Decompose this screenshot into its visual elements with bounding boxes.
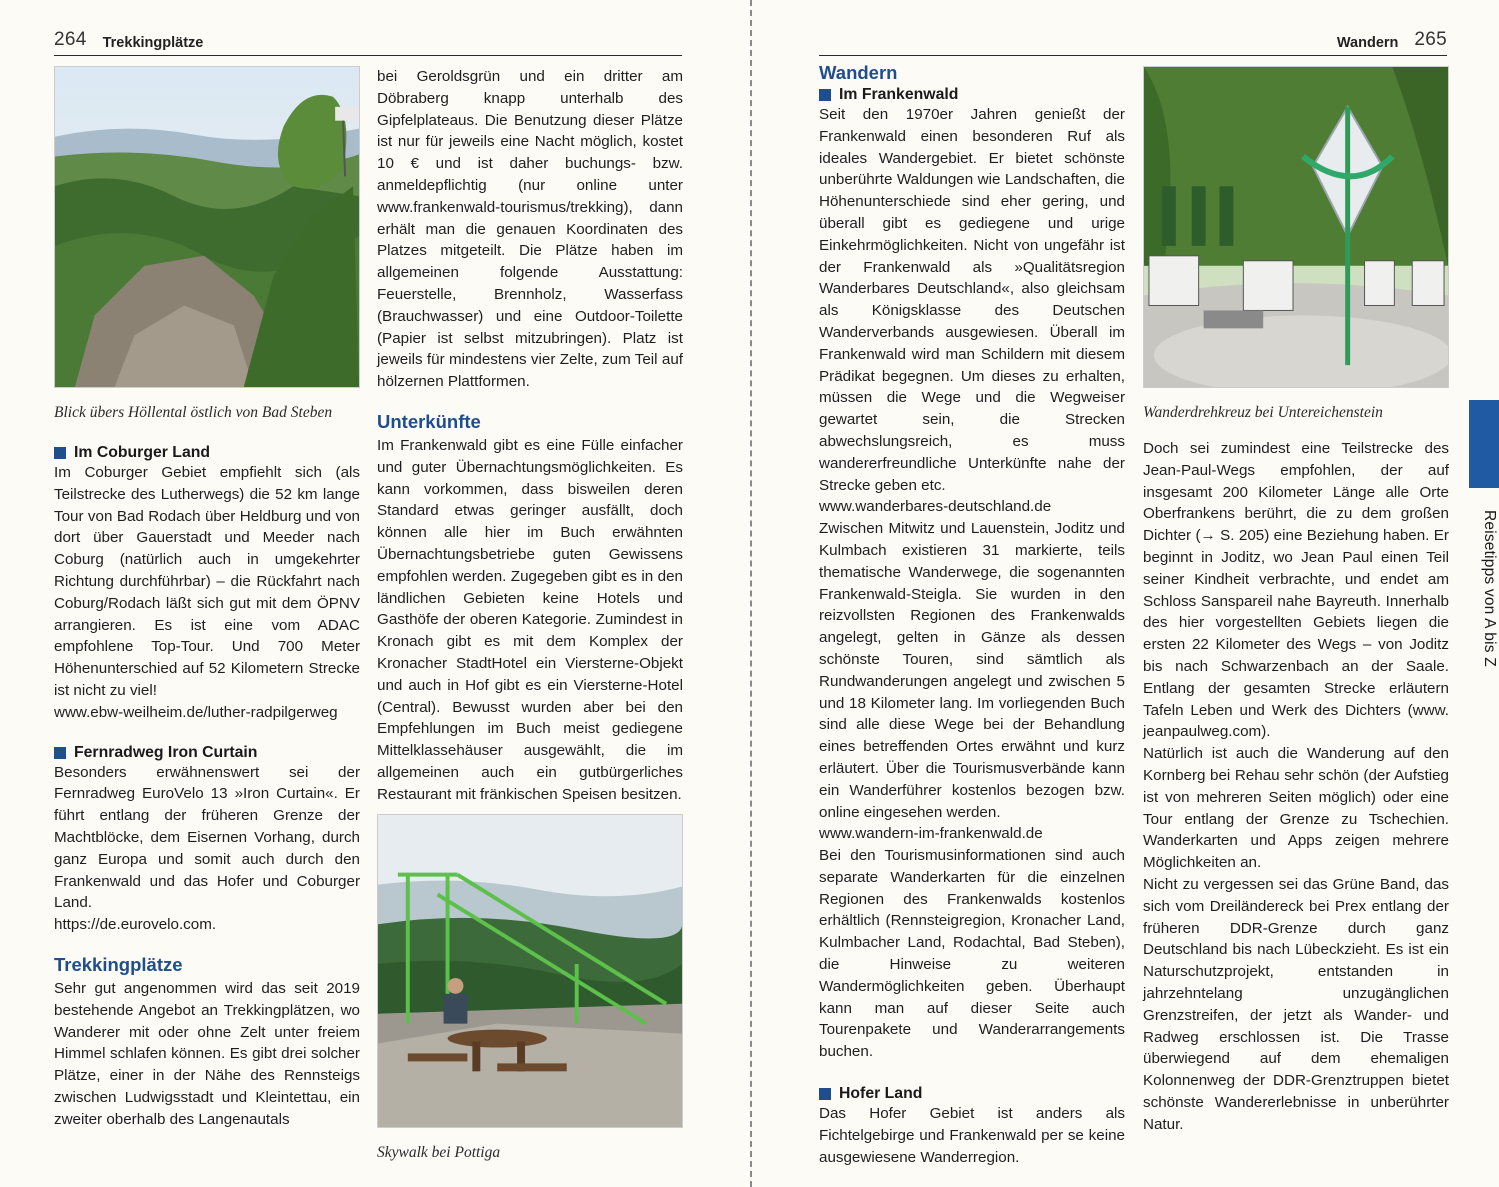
page-number: 264 <box>54 29 87 50</box>
subheading-hofer-land <box>819 1085 1125 1103</box>
right-page <box>751 0 1499 1187</box>
url-link[interactable]: www.wandern-im-frankenwald.de <box>819 825 1043 843</box>
paragraph: Seit den 1970er Jahren genießt der Frankenwald einen besonderen Ruf als ideales Wandergebiet. Er bietet schönste unberührte Waldungen wie Landschaften, die Höhenunterschiede sind eher gering, und überall gibt es gediegene und urige Einkehrmöglichkeiten. Nicht von ungefähr ist der Frankenwald als »Qualitätsregion Wanderbares Deutschland«, also gleichsam als Königsklasse des Deutschen Wanderverbands ausgewiesen. Überall im Frankenwald wird man Schildern mit diesem Prädikat begegnen. Um dieses zu erhalten, müssen die Wege und die Wegweiser gewartet sein, die Strecken abwechslungsreich, es muss wandererfreundliche Unterkünfte nahe der Strecke geben etc. <box>819 106 1125 494</box>
photo-hoellental <box>54 66 360 388</box>
running-title: Wandern <box>1336 35 1399 51</box>
thumb-index-tab <box>1469 400 1499 488</box>
photo-wanderdrehkreuz <box>1143 66 1449 388</box>
paragraph: Nicht zu vergessen sei das Grüne Band, das sich vom Dreiländereck bei Prex entlang der früheren DDR-Grenze durch ganz Deutschland bis nach Lübeckzieht. Es ist ein Naturschutzprojekt, entstanden in jahrzehntelang unzugänglichen Grenzstreifen, der jetzt als Wander- und Radweg erschlossen ist. Die Trasse überwiegend auf dem ehemaligen Kolonnenweg der DDR-Grenztruppen bietet schönste Wandererlebnisse in unberührter Natur. <box>1143 875 1449 1133</box>
paragraph: Doch sei zumindest eine Teilstrecke des Jean-Paul-Wegs empfohlen, der auf insgesamt 200 Kilometer Länge alle Orte Oberfrankens berührt, die zu dem großen Dichter (→ S. 205) eine Beziehung haben. Er beginnt in Joditz, wo Jean Paul einen Teil seiner Kindheit verbrachte, und endet am Schloss Sanspareil nahe Bayreuth. Innerhalb des hier vorgestellten Gebiets liegen die ersten 22 Kilometer des Wegs – von Joditz bis nach Schwarzenbach an der Saale. Entlang der gesamten Strecke erläutern Tafeln Leben und Werk des Dichters (www. jeanpaulweg.com). <box>1143 440 1449 741</box>
photo-caption: Blick übers Höllental östlich von Bad Steben <box>54 404 333 421</box>
paragraph: Das Hofer Gebiet ist anders als Fichtelgebirge und Frankenwald per se keine ausgewiesene Wanderregion. <box>819 1105 1125 1166</box>
subheading-text: Hofer Land <box>839 1085 923 1103</box>
url-link[interactable]: https://de.eurovelo.com. <box>54 916 217 934</box>
paragraph: Im Coburger Gebiet empfiehlt sich (als Teilstrecke des Lutherwegs) die 52 km lange Tour von Bad Rodach über Heldburg und von dort über Gauerstadt und Meeder nach Coburg (natürlich auch in umgekehrter Richtung durchführbar) – die Rückfahrt nach Coburg/Rodach läßt sich gut mit dem ÖPNV arrangieren. Es ist eine vom ADAC empfohlene Top-Tour. Und 700 Meter Höhenunterschied auf 52 Kilometern Strecke ist nicht zu viel! <box>54 464 360 699</box>
photo-caption: Wanderdrehkreuz bei Untereichenstein <box>1143 404 1383 421</box>
photo-skywalk <box>377 814 683 1128</box>
paragraph: Sehr gut angenommen wird das seit 2019 bestehende Angebot an Trekkingplätzen, wo Wanderer mit oder ohne Zelt unter freiem Himmel schlafen können. Es gibt drei solcher Plätze, einer in der Nähe des Rennsteigs zwischen Ludwigsstadt und Kleintettau, ein zweiter oberhalb des Langenautals <box>54 979 360 1128</box>
paragraph: bei Geroldsgrün und ein dritter am Döbraberg knapp unterhalb des Gipfelplateaus. Die Benutzung dieser Plätze ist nur für jeweils eine Nacht möglich, kostet 10 € und ist daher buchungs- bzw. anmeldepflichtig (nur online unter www.frankenwald-tourismus/trekking), dann erhält man die genauen Koordinaten des Platzes mitgeteilt. Die Plätze haben im allgemeinen folgende Ausstattung: Feuerstelle, Brennholz, Wasserfass (Brauchwasser) und eine Outdoor-Toilette (Papier ist selbst mitzubringen). Platz ist jeweils für mindestens vier Zelte, zum Teil auf hölzernen Plattformen. <box>377 68 683 391</box>
thumb-index-label: Reisetipps von A bis Z <box>1481 510 1498 667</box>
paragraph: Im Frankenwald gibt es eine Fülle einfacher und guter Übernachtungsmöglichkeiten. Es kann vorkommen, dass bisweilen deren Standard etwas geringer ausfällt, doch können alle hier im Buch erwähnten Übernachtungsbetriebe guten Gewissens empfohlen werden. Zugegeben gibt es in den ländlichen Gebieten keine Hotels und Gasthöfe der oberen Kategorie. Zumindest in Kronach gibt es mit dem Komplex der Kronacher StadtHotel ein Viersterne-Objekt und auch in Hof gibt es ein Viersterne-Hotel (Central). Bewusst wurden aber bei den Empfehlungen im Buch meist gediegene Mittelklassehäuser ausgewählt, die im allgemeinen auch ein gutbürgerliches Restaurant mit fränkischen Speisen besitzen. <box>377 436 683 803</box>
left-column-2 <box>377 66 683 1164</box>
page-number: 265 <box>1414 29 1447 50</box>
square-bullet-icon <box>819 1088 831 1100</box>
subheading-text: Im Frankenwald <box>839 86 959 103</box>
running-head-left <box>54 30 682 56</box>
subheading-frankenwald <box>819 86 1125 104</box>
section-heading-wandern: Wandern <box>819 62 898 83</box>
square-bullet-icon <box>54 747 66 759</box>
paragraph: Zwischen Mitwitz und Lauenstein, Joditz und Kulmbach existieren 31 markierte, teils thematische Wanderwege, die sogenannten Frankenwald-Steigla. Sie wurden in den reizvollsten Regionen des Frankenwalds angelegt, gelten in Gänze als dessen schönste Touren, sind sämtlich als Rundwanderungen angelegt und zwischen 5 und 18 Kilometer lang. Im vorliegenden Buch sind alle diese Wege bei der Behandlung eines betreffenden Ortes erwähnt und kurz erläutert. Über die Tourismusverbände kann ein Wanderführer kostenlos bezogen bzw. online eingesehen werden. <box>819 520 1125 821</box>
right-column-2 <box>1143 66 1449 1136</box>
right-column-1 <box>819 62 1125 1168</box>
section-heading-unterkuenfte: Unterkünfte <box>377 410 481 432</box>
subheading-text: Im Coburger Land <box>74 444 211 461</box>
square-bullet-icon <box>819 89 831 101</box>
url-link[interactable]: www.ebw-weilheim.de/luther-radpilgerweg <box>54 703 338 721</box>
paragraph: Besonders erwähnenswert sei der Fernradweg EuroVelo 13 »Iron Curtain«. Er führt entlang der früheren Grenze der Machtblöcke, dem Eisernen Vorhang, durch ganz Europa und somit auch durch den Frankenwald und das Hofer und Coburger Land. <box>54 763 360 912</box>
subheading-iron-curtain <box>54 744 360 762</box>
square-bullet-icon <box>54 447 66 459</box>
left-column-1 <box>54 66 360 1131</box>
url-link[interactable]: www.wanderbares-deutschland.de <box>819 498 1052 516</box>
running-head-right <box>819 30 1447 56</box>
subheading-coburg <box>54 444 360 462</box>
paragraph: Natürlich ist auch die Wanderung auf den Kornberg bei Rehau sehr schön (der Aufstieg ist von mehreren Seiten möglich) oder eine Tour entlang der Grenze zu Tschechien. Wanderkarten und Apps zeigen mehrere Möglichkeiten an. <box>1143 745 1449 872</box>
running-title: Trekkingplätze <box>102 35 204 51</box>
photo-caption: Skywalk bei Pottiga <box>377 1143 501 1161</box>
paragraph: Bei den Tourismusinformationen sind auch separate Wanderkarten für die einzelnen Regionen des Frankenwalds kostenlos erhältlich (Rennsteigregion, Kronacher Land, Kulmbacher Land, Rodachtal, Bad Steben), die Hinweise zu weiteren Wandermöglichkeiten geben. Überhaupt kann man auf dieser Seite auch Tourenpakete und Wanderarrangements buchen. <box>819 847 1125 1061</box>
section-heading-trekking: Trekkingplätze <box>54 953 183 975</box>
subheading-text: Fernradweg Iron Curtain <box>74 743 258 761</box>
